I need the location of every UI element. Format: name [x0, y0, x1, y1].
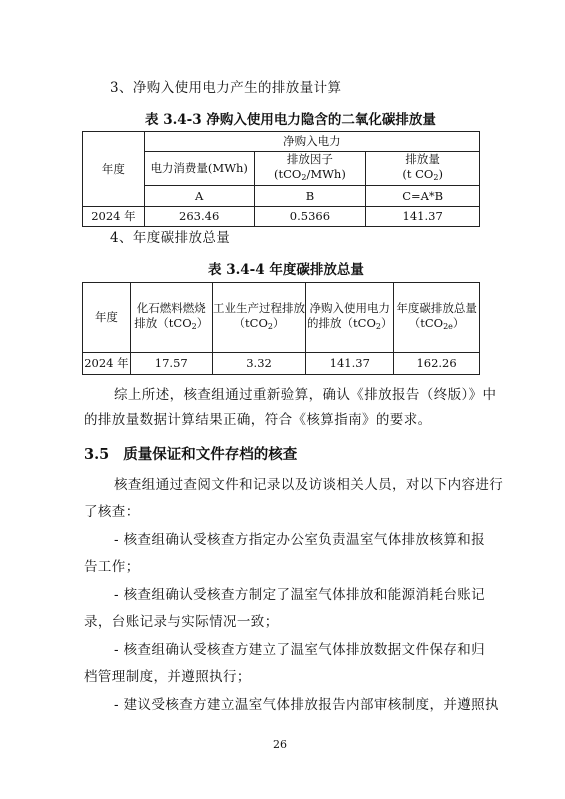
- emission-cell: 141.37: [366, 207, 480, 227]
- label-a: A: [144, 186, 254, 207]
- heading-3: 3、净购入使用电力产生的排放量计算: [110, 80, 342, 96]
- factor-cell: 0.5366: [254, 207, 366, 227]
- paragraph-line: 核查组通过查阅文件和记录以及访谈相关人员，对以下内容进行: [114, 477, 504, 493]
- page-number: 26: [273, 738, 287, 751]
- list-item: 录，台账记录与实际情况一致；: [84, 614, 279, 630]
- factor-header: 排放因子 (tCO$_2$/MWh): [254, 152, 366, 186]
- list-item: - 核查组确认受核查方制定了温室气体排放和能源消耗台账记: [114, 587, 486, 603]
- electricity-table: [82, 131, 480, 227]
- col-year-header: 年度: [83, 132, 145, 207]
- electricity-header: 净购入使用电力 的排放（tCO$_2$）: [306, 283, 394, 353]
- table-row: [83, 207, 480, 227]
- table2-caption: 表 3.4-4 年度碳排放总量: [208, 262, 364, 278]
- electricity-cell: 141.37: [306, 353, 394, 375]
- total-cell: 162.26: [394, 353, 480, 375]
- section-number: 3.5: [84, 446, 110, 463]
- year-cell: 2024 年: [83, 353, 131, 375]
- paragraph-line: 综上所述，核查组通过重新验算，确认《排放报告（终版）》中: [114, 387, 497, 403]
- total-emission-table: [82, 282, 480, 375]
- paragraph-line: 的排放量数据计算结果正确，符合《核算指南》的要求。: [84, 412, 432, 428]
- section-heading: [84, 443, 297, 464]
- list-item: 档管理制度，并遵照执行；: [84, 669, 251, 685]
- list-item: - 核查组确认受核查方指定办公室负责温室气体排放核算和报: [114, 532, 486, 548]
- list-item: 告工作；: [84, 559, 140, 575]
- year-cell: 2024 年: [83, 207, 145, 227]
- label-c: C=A*B: [366, 186, 480, 207]
- col-year-header: 年度: [83, 283, 131, 353]
- label-b: B: [254, 186, 366, 207]
- paragraph-line: 了核查：: [84, 504, 140, 520]
- fossil-cell: 17.57: [130, 353, 212, 375]
- list-item: - 建议受核查方建立温室气体排放报告内部审核制度，并遵照执: [114, 697, 499, 713]
- consumption-header: 电力消费量(MWh): [144, 152, 254, 186]
- list-item: - 核查组确认受核查方建立了温室气体排放数据文件保存和归: [114, 642, 486, 658]
- section-title: 质量保证和文件存档的核查: [123, 446, 298, 463]
- heading-4: 4、年度碳排放总量: [110, 230, 231, 246]
- consumption-cell: 263.46: [144, 207, 254, 227]
- total-header: 年度碳排放总量 （tCO$_{2e}$）: [394, 283, 480, 353]
- group-header: 净购入电力: [144, 132, 479, 152]
- emission-header: 排放量 (t $CO_2$): [366, 152, 480, 186]
- table1-caption: 表 3.4-3 净购入使用电力隐含的二氧化碳排放量: [145, 112, 436, 128]
- fossil-header: 化石燃料燃烧 排放（tCO$_2$）: [130, 283, 212, 353]
- industrial-header: 工业生产过程排放 （tCO$_2$）: [212, 283, 306, 353]
- industrial-cell: 3.32: [212, 353, 306, 375]
- table-row: [83, 353, 480, 375]
